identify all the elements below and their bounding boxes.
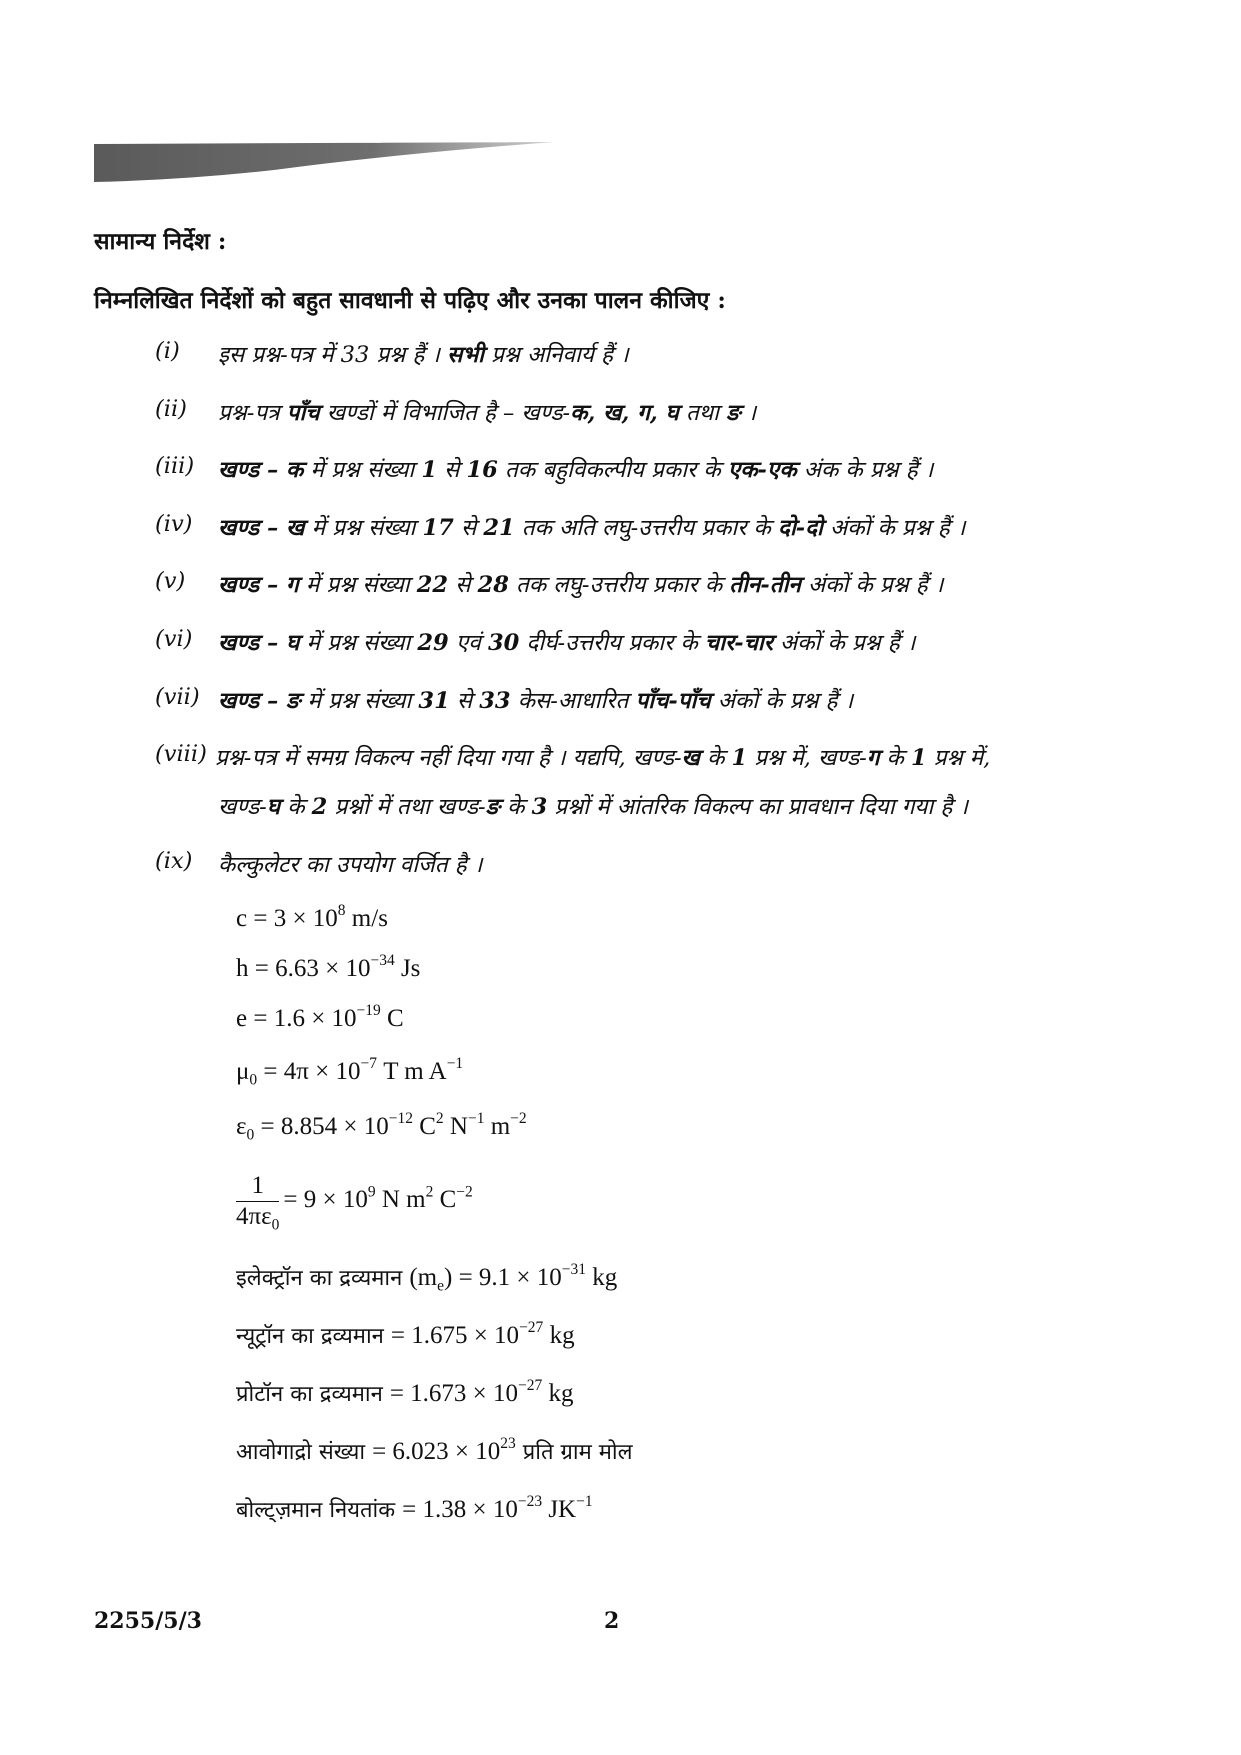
constant-electron-charge: $e = 1.6 \times 10^{-19}$ C — [236, 1002, 404, 1032]
constant-planck: $h = 6.63 \times 10^{-34}$ Js — [236, 952, 421, 982]
constant-permeability: $\mu_0 = 4\pi \times 10^{-7}$ T m $A^{-1}$ — [236, 1055, 464, 1089]
constant-permittivity: $\varepsilon_0 = 8.854 \times 10^{-12}$ $C^2$ $N^{-1}$ $m^{-2}$ — [236, 1110, 527, 1144]
item-text: प्रश्न-पत्र में समग्र विकल्प नहीं दिया गया है । यद्यपि, खण्ड-ख के 1 प्रश्न में, खण्ड-ग के 1 प्रश्न में, — [215, 745, 991, 771]
instruction-item — [155, 453, 1155, 493]
constant-coulomb: $\frac{1}{4\pi\varepsilon_0}$ = $9 \times 10^9$ N $m^2$ $C^{-2}$ — [236, 1172, 473, 1234]
fraction: $\frac{1}{4\pi\varepsilon_0}$ — [236, 1172, 280, 1234]
item-number: (ii) — [155, 396, 187, 422]
constant-avogadro: आवोगाद्रो संख्या = $6.023 \times 10^{23}$ प्रति ग्राम मोल — [236, 1435, 633, 1465]
paper-code: 2255/5/3 — [94, 1608, 202, 1634]
instruction-item — [155, 684, 1155, 724]
instruction-item — [155, 626, 1155, 666]
instruction-item — [155, 338, 1155, 378]
instruction-item — [155, 741, 1155, 781]
constant-boltzmann: बोल्ट्ज़मान नियतांक = $1.38 \times 10^{-23}$ $JK^{-1}$ — [236, 1493, 593, 1523]
constant-proton-mass: प्रोटॉन का द्रव्यमान = $1.673 \times 10^{-27}$ kg — [236, 1377, 574, 1407]
item-number: (vi) — [155, 626, 193, 652]
constant-speed-of-light: $c = 3 \times 10^8$ m/s — [236, 902, 388, 932]
header-band — [94, 142, 554, 182]
item-text: खण्ड – क में प्रश्न संख्या 1 से 16 तक बहुविकल्पीय प्रकार के एक-एक अंक के प्रश्न हैं । — [218, 457, 934, 483]
item-number: (v) — [155, 568, 186, 594]
item-text: खण्ड – ग में प्रश्न संख्या 22 से 28 तक लघु-उत्तरीय प्रकार के तीन-तीन अंकों के प्रश्न हैं । — [218, 572, 944, 598]
instruction-item — [155, 848, 1155, 888]
item-text: प्रश्न-पत्र पाँच खण्डों में विभाजित है – खण्ड-क, ख, ग, घ तथा ङ । — [218, 400, 757, 426]
instructions-subtitle: निम्नलिखित निर्देशों को बहुत सावधानी से पढ़िए और उनका पालन कीजिए : — [94, 287, 726, 314]
instruction-item — [155, 568, 1155, 608]
item-text: इस प्रश्न-पत्र में 33 प्रश्न हैं । सभी प्रश्न अनिवार्य हैं । — [218, 342, 629, 368]
instruction-item-continuation — [155, 790, 1155, 830]
item-number: (i) — [155, 338, 180, 364]
constant-neutron-mass: न्यूट्रॉन का द्रव्यमान = $1.675 \times 10^{-27}$ kg — [236, 1319, 575, 1349]
general-instructions-title: सामान्य निर्देश : — [94, 228, 227, 255]
item-number: (ix) — [155, 848, 193, 874]
instruction-item — [155, 511, 1155, 551]
item-number: (iii) — [155, 453, 195, 479]
instruction-item — [155, 396, 1155, 436]
page-number: 2 — [604, 1608, 620, 1634]
item-text: खण्ड – ङ में प्रश्न संख्या 31 से 33 केस-आधारित पाँच-पाँच अंकों के प्रश्न हैं । — [218, 688, 854, 714]
item-number: (vii) — [155, 684, 200, 710]
item-number: (viii) — [155, 741, 207, 767]
item-number: (iv) — [155, 511, 193, 537]
item-text: खण्ड – ख में प्रश्न संख्या 17 से 21 तक अति लघु-उत्तरीय प्रकार के दो-दो अंकों के प्रश्न हैं । — [218, 515, 966, 541]
item-text: खण्ड-घ के 2 प्रश्नों में तथा खण्ड-ङ के 3 प्रश्नों में आंतरिक विकल्प का प्रावधान दिया गया है । — [218, 794, 969, 820]
item-text: खण्ड – घ में प्रश्न संख्या 29 एवं 30 दीर्घ-उत्तरीय प्रकार के चार-चार अंकों के प्रश्न हैं । — [218, 630, 916, 656]
item-text: कैल्कुलेटर का उपयोग वर्जित है । — [218, 852, 483, 878]
constant-electron-mass: इलेक्ट्रॉन का द्रव्यमान $(m_e) = 9.1 \times 10^{-31}$ kg — [236, 1261, 618, 1295]
